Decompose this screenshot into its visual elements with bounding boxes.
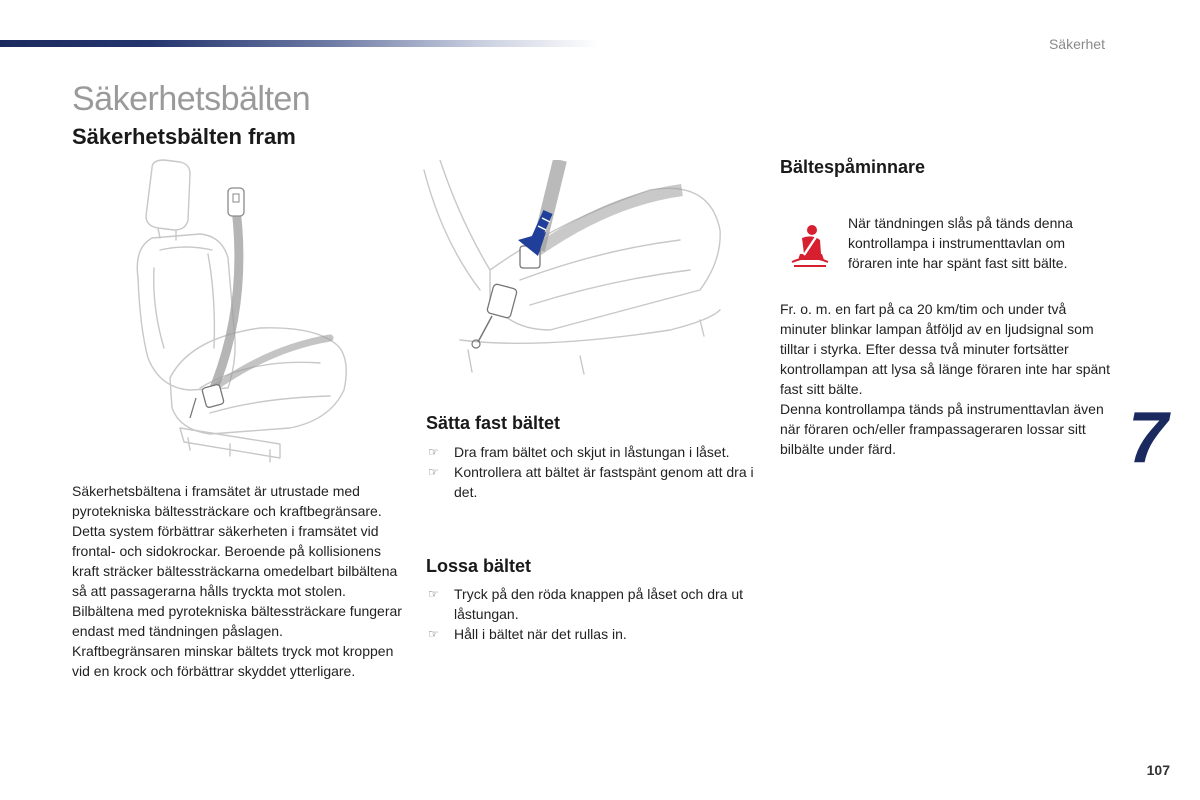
- page-subtitle: Säkerhetsbälten fram: [72, 124, 296, 149]
- intro-text: [72, 481, 402, 681]
- section-label: Säkerhet: [1048, 36, 1105, 52]
- list-item-text: Håll i bältet när det rullas in.: [454, 626, 627, 642]
- list-item: [426, 462, 756, 502]
- bullet-hand-icon: ☞: [428, 445, 439, 459]
- list-item: [426, 442, 756, 462]
- chapter-number: 7: [1128, 398, 1169, 478]
- header-gradient-bar: [0, 40, 600, 47]
- list-item: [426, 584, 756, 624]
- intro-paragraph-4: Kraftbegränsaren minskar bältets tryck mot kroppen vid en krock och förbättrar skyddet ytterligare.: [72, 643, 394, 679]
- list-item: [426, 624, 756, 644]
- bullet-hand-icon: ☞: [428, 627, 439, 641]
- page-title: Säkerhetsbälten: [72, 80, 311, 118]
- seat-illustration: [130, 158, 380, 470]
- bullet-hand-icon: ☞: [428, 465, 439, 479]
- reminder-body: [780, 299, 1110, 459]
- intro-paragraph-1: Säkerhetsbältena i framsätet är utrustade med pyrotekniska bältessträckare och kraftbegränsare.: [72, 483, 382, 519]
- list-item-text: Dra fram bältet och skjut in låstungan i låset.: [454, 444, 730, 460]
- reminder-paragraph-1: Fr. o. m. en fart på ca 20 km/tim och under två minuter blinkar lampan åtföljd av en ljudsignal som tilltar i styrka. Efter dessa två minuter fortsätter kontrollampan att lysa så länge föraren inte har spänt fast sitt bälte.: [780, 301, 1110, 397]
- intro-paragraph-2: Detta system förbättrar säkerheten i framsätet vid frontal- och sidokrockar. Beroende på kollisionens kraft sträcker bältessträckarna omedelbart bilbältena så att passagerarna hålls tryckta mot stolen.: [72, 523, 398, 599]
- fasten-heading: Sätta fast bältet: [426, 413, 561, 433]
- bullet-hand-icon: ☞: [428, 587, 439, 601]
- list-item-text: Tryck på den röda knappen på låset och dra ut låstungan.: [454, 586, 743, 622]
- reminder-paragraph-2: Denna kontrollampa tänds på instrumenttavlan även när föraren och/eller frampassageraren lossar sitt bilbälte under färd.: [780, 401, 1104, 457]
- release-heading: Lossa bältet: [426, 556, 532, 576]
- page-number: 107: [1146, 762, 1170, 778]
- fasten-list: [426, 442, 756, 502]
- list-item-text: Kontrollera att bältet är fastspänt genom att dra i det.: [454, 464, 754, 500]
- release-list: [426, 584, 756, 644]
- buckle-illustration: [420, 160, 730, 380]
- intro-paragraph-3: Bilbältena med pyrotekniska bältessträckare fungerar endast med tändningen påslagen.: [72, 603, 402, 639]
- reminder-lead-text: När tändningen slås på tänds denna kontrollampa i instrumenttavlan om föraren inte har spänt fast sitt bälte.: [848, 215, 1073, 271]
- reminder-heading: Bältespåminnare: [780, 157, 926, 177]
- seatbelt-warning-icon: [790, 224, 830, 268]
